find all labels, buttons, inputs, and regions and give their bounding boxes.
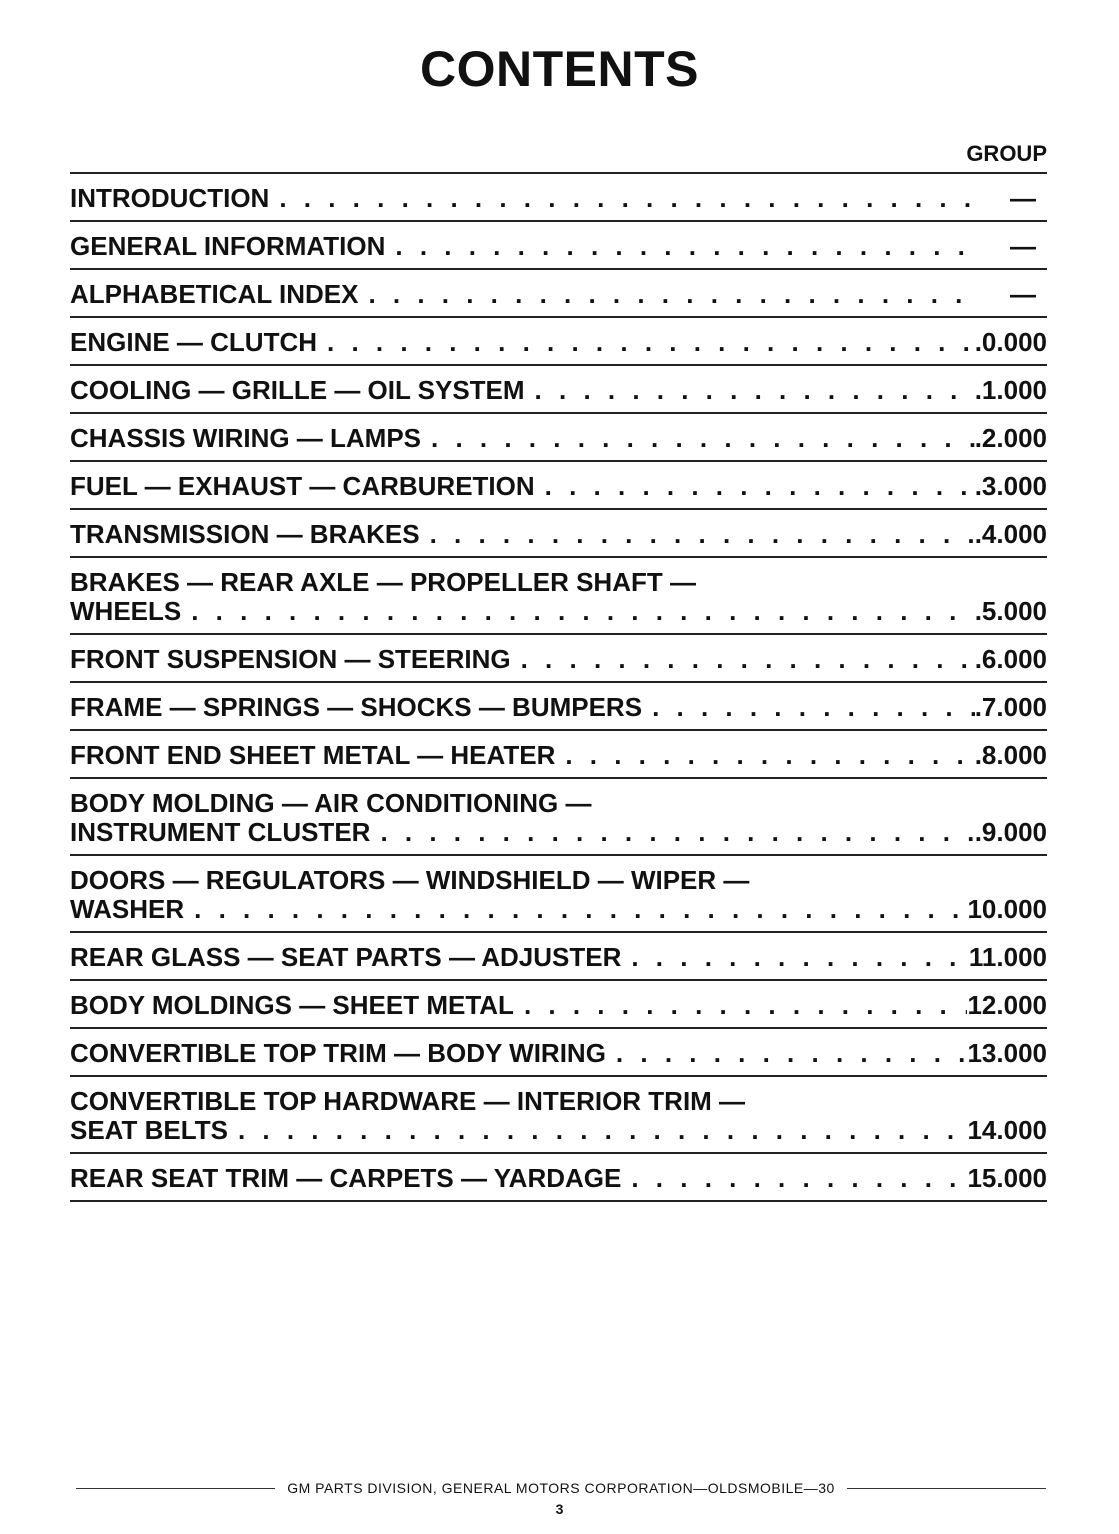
dot-leader [631,943,969,972]
dot-leader [524,991,968,1020]
toc-entry-group-number: 13.000 [967,1038,1047,1068]
toc-entry-group-number: .8.000 [974,740,1047,770]
toc-entry-group-number: .4.000 [974,519,1047,549]
dot-leader [652,693,975,722]
toc-entry-line [70,645,1047,674]
toc-entry-label: INSTRUMENT CLUSTER [70,817,371,847]
toc-entry-group-number: .7.000 [974,692,1047,722]
toc-entry-group-number: — [1010,183,1036,213]
dot-leader [616,1039,968,1068]
group-column-header: GROUP [966,141,1047,166]
toc-entry [70,779,1047,856]
toc-entry [70,366,1047,414]
toc-entry-label: SEAT BELTS [70,1115,228,1145]
toc-entry-label: WASHER [70,894,185,924]
toc-entry-label: FRAME — SPRINGS — SHOCKS — BUMPERS [70,692,643,722]
toc-entry-line [70,1116,1047,1145]
dot-leader [191,597,974,626]
dot-leader [368,280,981,309]
toc-entry [70,933,1047,981]
dot-leader [545,472,975,501]
toc-entry-line [70,376,1047,405]
toc-entry-label: INTRODUCTION [70,183,270,213]
toc-entry [70,270,1047,318]
footer-rule-left [76,1488,275,1489]
toc-entry [70,414,1047,462]
toc-entry-line [70,818,1047,847]
toc-entry-label: GENERAL INFORMATION [70,231,386,261]
toc-entry-line [70,232,1047,261]
dot-leader [327,328,975,357]
toc-entry-group-number: — [1010,279,1036,309]
toc-entry-label: CONVERTIBLE TOP TRIM — BODY WIRING [70,1038,606,1068]
toc-entry-label-line1: BODY MOLDING — AIR CONDITIONING — [70,788,592,818]
toc-entry-group-number: .9.000 [974,817,1047,847]
dot-leader [194,895,967,924]
footer-rule-right [847,1488,1046,1489]
toc-entry-label: REAR SEAT TRIM — CARPETS — YARDAGE [70,1163,622,1193]
dot-leader [238,1116,968,1145]
dot-leader [521,645,975,674]
toc-entry-line [70,943,1047,972]
toc-entry-group-number: — [1010,231,1036,261]
toc-entry [70,856,1047,933]
toc-entry-group-number: .6.000 [974,644,1047,674]
toc-entry-label-line1: BRAKES — REAR AXLE — PROPELLER SHAFT — [70,567,696,597]
toc-entry-group-number: 15.000 [967,1163,1047,1193]
dot-leader [631,1164,967,1193]
toc-entry-label-line1: DOORS — REGULATORS — WINDSHIELD — WIPER — [70,865,750,895]
dot-leader [431,424,975,453]
toc-entry-label: COOLING — GRILLE — OIL SYSTEM [70,375,525,405]
toc-entry [70,1154,1047,1202]
toc-entry-label: FRONT END SHEET METAL — HEATER [70,740,556,770]
dot-leader [565,741,974,770]
table-of-contents [70,172,1047,1202]
toc-entry-group-number: .5.000 [974,596,1047,626]
toc-entry [70,222,1047,270]
dot-leader [279,184,981,213]
toc-entry-label: WHEELS [70,596,182,626]
toc-entry-line [70,328,1047,357]
dot-leader [395,232,981,261]
toc-entry-label: REAR GLASS — SEAT PARTS — ADJUSTER [70,942,622,972]
page-title: CONTENTS [420,41,699,97]
toc-entry [70,462,1047,510]
toc-entry-line [70,895,1047,924]
toc-entry-label: BODY MOLDINGS — SHEET METAL [70,990,514,1020]
dot-leader [380,818,974,847]
toc-entry-line [70,741,1047,770]
toc-entry-label: ALPHABETICAL INDEX [70,279,359,309]
toc-entry-group-number: 10.000 [967,894,1047,924]
footer [76,1480,1046,1496]
dot-leader [535,376,975,405]
toc-entry [70,1029,1047,1077]
toc-entry-label: CHASSIS WIRING — LAMPS [70,423,422,453]
toc-entry-line [70,597,1047,626]
toc-entry [70,981,1047,1029]
toc-entry [70,683,1047,731]
footer-text: GM PARTS DIVISION, GENERAL MOTORS CORPORATION—OLDSMOBILE—30 [287,1480,835,1496]
toc-entry-group-number: 12.000 [967,990,1047,1020]
toc-entry-line [70,184,1047,213]
toc-entry [70,510,1047,558]
toc-entry-group-number: .0.000 [974,327,1047,357]
toc-entry-line [70,424,1047,453]
toc-entry-label: TRANSMISSION — BRAKES [70,519,420,549]
toc-entry-group-number: 14.000 [967,1115,1047,1145]
toc-entry-label: ENGINE — CLUTCH [70,327,317,357]
toc-entry-line [70,472,1047,501]
toc-entry-line [70,1039,1047,1068]
toc-entry-line [70,280,1047,309]
toc-entry-label: FUEL — EXHAUST — CARBURETION [70,471,535,501]
toc-entry-line [70,693,1047,722]
toc-entry [70,318,1047,366]
toc-entry [70,1077,1047,1154]
toc-entry-group-number: .3.000 [974,471,1047,501]
page-number: 3 [555,1501,564,1517]
toc-entry [70,635,1047,683]
toc-entry [70,174,1047,222]
toc-entry-line [70,1164,1047,1193]
toc-entry-group-number: .2.000 [974,423,1047,453]
toc-entry-group-number: 11.000 [968,942,1047,972]
dot-leader [430,520,975,549]
toc-entry-group-number: .1.000 [974,375,1047,405]
toc-entry [70,558,1047,635]
toc-entry-line [70,991,1047,1020]
toc-entry-label: FRONT SUSPENSION — STEERING [70,644,511,674]
toc-entry-label-line1: CONVERTIBLE TOP HARDWARE — INTERIOR TRIM — [70,1086,746,1116]
toc-entry-line [70,520,1047,549]
toc-entry [70,731,1047,779]
